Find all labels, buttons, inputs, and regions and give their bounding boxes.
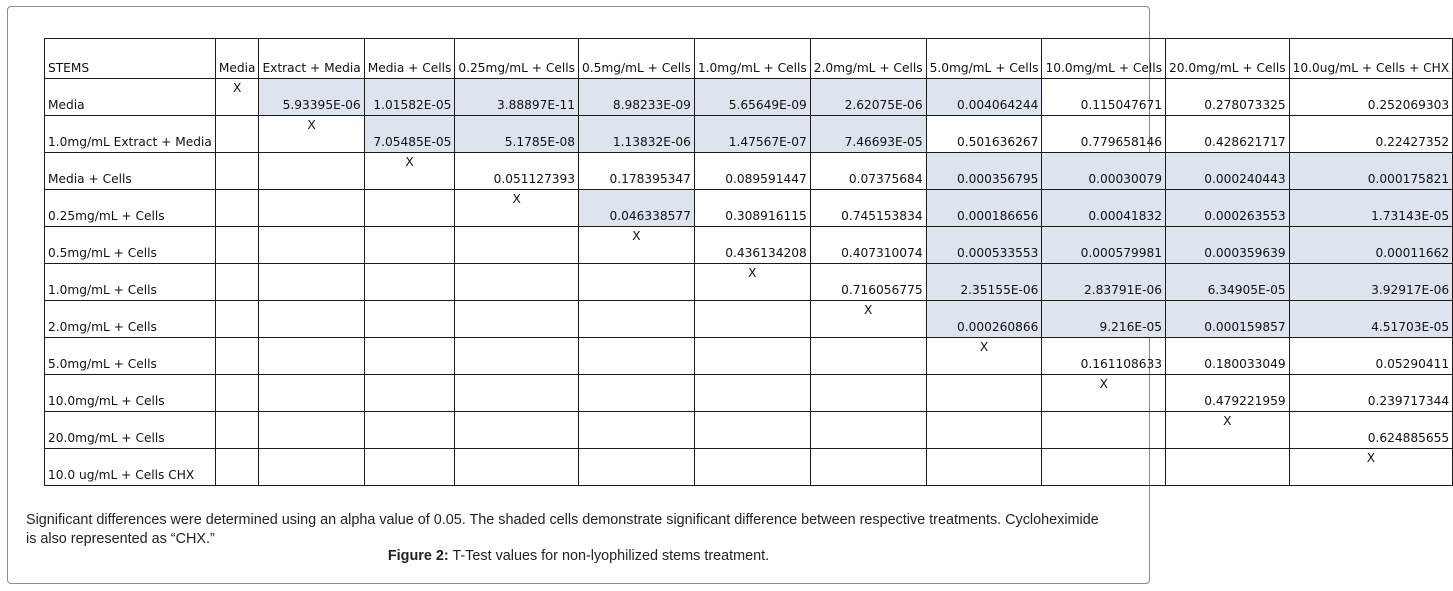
column-header: 2.0mg/mL + Cells	[810, 39, 926, 79]
row-header: Media	[45, 79, 216, 116]
empty-cell	[259, 227, 364, 264]
pvalue-cell: 0.716056775	[810, 264, 926, 301]
column-header: Media + Cells	[364, 39, 455, 79]
column-header: 0.25mg/mL + Cells	[455, 39, 579, 79]
column-header: 10.0mg/mL + Cells	[1042, 39, 1166, 79]
column-header: 1.0mg/mL + Cells	[694, 39, 810, 79]
pvalue-cell: 0.000359639	[1166, 227, 1290, 264]
column-header: 20.0mg/mL + Cells	[1166, 39, 1290, 79]
empty-cell	[364, 190, 455, 227]
diagonal-mark: X	[694, 264, 810, 301]
empty-cell	[1042, 412, 1166, 449]
pvalue-cell: 0.278073325	[1166, 79, 1290, 116]
empty-cell	[455, 412, 579, 449]
diagonal-mark: X	[579, 227, 695, 264]
pvalue-cell: 0.00041832	[1042, 190, 1166, 227]
corner-header: STEMS	[45, 39, 216, 79]
pvalue-cell: 0.000356795	[926, 153, 1042, 190]
empty-cell	[259, 264, 364, 301]
figure-title	[0, 548, 1157, 564]
empty-cell	[455, 301, 579, 338]
empty-cell	[579, 449, 695, 486]
row-header: 1.0mg/mL Extract + Media	[45, 116, 216, 153]
pvalue-cell: 1.73143E-05	[1289, 190, 1452, 227]
empty-cell	[455, 375, 579, 412]
table-row	[45, 153, 1453, 190]
empty-cell	[259, 153, 364, 190]
empty-cell	[364, 301, 455, 338]
column-header: 10.0ug/mL + Cells + CHX	[1289, 39, 1452, 79]
pvalue-cell: 0.07375684	[810, 153, 926, 190]
pvalue-cell: 0.779658146	[1042, 116, 1166, 153]
row-header: Media + Cells	[45, 153, 216, 190]
diagonal-mark: X	[455, 190, 579, 227]
empty-cell	[455, 227, 579, 264]
row-header: 10.0mg/mL + Cells	[45, 375, 216, 412]
figure-title-text: T-Test values for non-lyophilized stems treatment.	[452, 548, 770, 564]
empty-cell	[215, 449, 259, 486]
pvalue-cell: 0.501636267	[926, 116, 1042, 153]
empty-cell	[215, 264, 259, 301]
table-row	[45, 375, 1453, 412]
empty-cell	[215, 190, 259, 227]
row-header: 5.0mg/mL + Cells	[45, 338, 216, 375]
pvalue-cell: 0.004064244	[926, 79, 1042, 116]
empty-cell	[810, 449, 926, 486]
empty-cell	[455, 264, 579, 301]
empty-cell	[215, 301, 259, 338]
empty-cell	[694, 412, 810, 449]
pvalue-cell: 0.115047671	[1042, 79, 1166, 116]
pvalue-cell: 2.62075E-06	[810, 79, 926, 116]
pvalue-cell: 0.252069303	[1289, 79, 1452, 116]
pvalue-cell: 0.22427352	[1289, 116, 1452, 153]
empty-cell	[694, 301, 810, 338]
row-header: 2.0mg/mL + Cells	[45, 301, 216, 338]
empty-cell	[810, 375, 926, 412]
row-header: 20.0mg/mL + Cells	[45, 412, 216, 449]
pvalue-cell: 0.000159857	[1166, 301, 1290, 338]
empty-cell	[364, 338, 455, 375]
figure-caption: Significant differences were determined using an alpha value of 0.05. The shaded cells demonstrate significant difference between respective treatments. Cycloheximide is also represented as “CHX.”	[26, 512, 1099, 547]
empty-cell	[579, 375, 695, 412]
pvalue-cell: 0.00030079	[1042, 153, 1166, 190]
pvalue-cell: 0.479221959	[1166, 375, 1290, 412]
pvalue-cell: 0.000579981	[1042, 227, 1166, 264]
pvalue-cell: 0.051127393	[455, 153, 579, 190]
empty-cell	[455, 338, 579, 375]
column-header: 5.0mg/mL + Cells	[926, 39, 1042, 79]
pvalue-cell: 0.000186656	[926, 190, 1042, 227]
pvalue-cell: 1.13832E-06	[579, 116, 695, 153]
empty-cell	[1166, 449, 1290, 486]
pvalue-cell: 5.1785E-08	[455, 116, 579, 153]
pvalue-cell: 0.000175821	[1289, 153, 1452, 190]
pvalue-cell: 3.92917E-06	[1289, 264, 1452, 301]
empty-cell	[579, 338, 695, 375]
column-header: 0.5mg/mL + Cells	[579, 39, 695, 79]
diagonal-mark: X	[1166, 412, 1290, 449]
figure-label: Figure 2:	[387, 548, 449, 564]
pvalue-cell: 3.88897E-11	[455, 79, 579, 116]
pvalue-cell: 7.05485E-05	[364, 116, 455, 153]
table-row	[45, 264, 1453, 301]
pvalue-cell: 0.089591447	[694, 153, 810, 190]
pvalue-cell: 2.83791E-06	[1042, 264, 1166, 301]
pvalue-cell: 0.000533553	[926, 227, 1042, 264]
column-header: Extract + Media	[259, 39, 364, 79]
pvalue-cell: 4.51703E-05	[1289, 301, 1452, 338]
diagonal-mark: X	[810, 301, 926, 338]
empty-cell	[215, 412, 259, 449]
empty-cell	[810, 412, 926, 449]
diagonal-mark: X	[1042, 375, 1166, 412]
empty-cell	[926, 412, 1042, 449]
empty-cell	[694, 375, 810, 412]
pvalue-cell: 5.93395E-06	[259, 79, 364, 116]
pvalue-cell: 0.428621717	[1166, 116, 1290, 153]
table-row	[45, 338, 1453, 375]
pvalue-cell: 0.046338577	[579, 190, 695, 227]
empty-cell	[1042, 449, 1166, 486]
header-row	[45, 39, 1453, 79]
diagonal-mark: X	[364, 153, 455, 190]
table-row	[45, 412, 1453, 449]
pvalue-cell: 1.47567E-07	[694, 116, 810, 153]
pvalue-cell: 0.178395347	[579, 153, 695, 190]
empty-cell	[694, 449, 810, 486]
empty-cell	[259, 412, 364, 449]
table-row	[45, 190, 1453, 227]
empty-cell	[215, 338, 259, 375]
pvalue-cell: 8.98233E-09	[579, 79, 695, 116]
empty-cell	[215, 375, 259, 412]
ttest-table-body	[45, 39, 1453, 486]
empty-cell	[364, 227, 455, 264]
table-row	[45, 301, 1453, 338]
pvalue-cell: 0.05290411	[1289, 338, 1452, 375]
pvalue-cell: 0.407310074	[810, 227, 926, 264]
pvalue-cell: 0.00011662	[1289, 227, 1452, 264]
table-row	[45, 79, 1453, 116]
column-header: Media	[215, 39, 259, 79]
row-header: 0.5mg/mL + Cells	[45, 227, 216, 264]
table-row	[45, 116, 1453, 153]
row-header: 0.25mg/mL + Cells	[45, 190, 216, 227]
empty-cell	[215, 153, 259, 190]
row-header: 1.0mg/mL + Cells	[45, 264, 216, 301]
table-row	[45, 449, 1453, 486]
empty-cell	[215, 227, 259, 264]
pvalue-cell: 5.65649E-09	[694, 79, 810, 116]
pvalue-cell: 0.161108633	[1042, 338, 1166, 375]
empty-cell	[694, 338, 810, 375]
pvalue-cell: 0.624885655	[1289, 412, 1452, 449]
empty-cell	[259, 301, 364, 338]
table-row	[45, 227, 1453, 264]
pvalue-cell: 0.436134208	[694, 227, 810, 264]
pvalue-cell: 9.216E-05	[1042, 301, 1166, 338]
empty-cell	[259, 338, 364, 375]
ttest-table	[44, 38, 1453, 486]
empty-cell	[810, 338, 926, 375]
empty-cell	[364, 412, 455, 449]
empty-cell	[259, 375, 364, 412]
empty-cell	[579, 264, 695, 301]
empty-cell	[926, 449, 1042, 486]
diagonal-mark: X	[259, 116, 364, 153]
pvalue-cell: 2.35155E-06	[926, 264, 1042, 301]
diagonal-mark: X	[1289, 449, 1452, 486]
empty-cell	[579, 412, 695, 449]
pvalue-cell: 6.34905E-05	[1166, 264, 1290, 301]
pvalue-cell: 0.000263553	[1166, 190, 1290, 227]
diagonal-mark: X	[215, 79, 259, 116]
pvalue-cell: 0.308916115	[694, 190, 810, 227]
empty-cell	[926, 375, 1042, 412]
pvalue-cell: 0.000240443	[1166, 153, 1290, 190]
empty-cell	[364, 375, 455, 412]
empty-cell	[579, 301, 695, 338]
empty-cell	[455, 449, 579, 486]
pvalue-cell: 0.180033049	[1166, 338, 1290, 375]
pvalue-cell: 7.46693E-05	[810, 116, 926, 153]
empty-cell	[364, 449, 455, 486]
pvalue-cell: 0.239717344	[1289, 375, 1452, 412]
row-header: 10.0 ug/mL + Cells CHX	[45, 449, 216, 486]
empty-cell	[259, 190, 364, 227]
empty-cell	[364, 264, 455, 301]
pvalue-cell: 1.01582E-05	[364, 79, 455, 116]
pvalue-cell: 0.000260866	[926, 301, 1042, 338]
diagonal-mark: X	[926, 338, 1042, 375]
empty-cell	[259, 449, 364, 486]
pvalue-cell: 0.745153834	[810, 190, 926, 227]
empty-cell	[215, 116, 259, 153]
